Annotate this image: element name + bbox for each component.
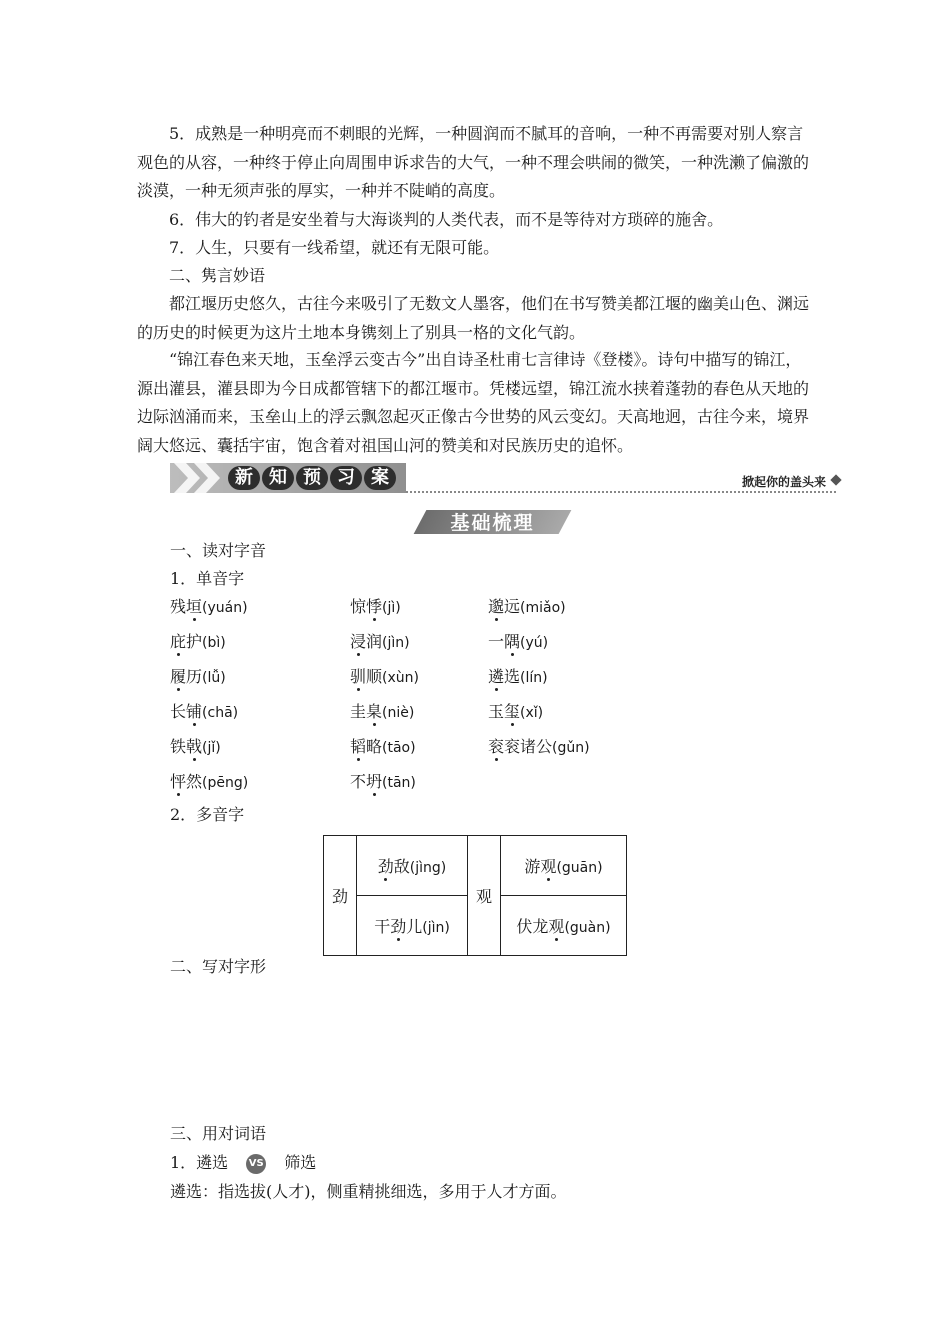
banner-title-char: 案 (364, 466, 396, 490)
banner-title-char: 新 (228, 466, 260, 490)
item-7: 7．人生，只要有一线希望，就还有无限可能。 (169, 238, 500, 257)
multi-reading-table (323, 835, 627, 956)
single-reading-heading: 1．单音字 (170, 569, 245, 588)
word-entry: 驯顺(xùn) (350, 667, 419, 686)
paragraph-denglou: “锦江春色来天地，玉垒浮云变古今”出自诗圣杜甫七言律诗《登楼》。诗句中描写的锦江，源出灌县，灌县即为今日成都管辖下的都江堰市。凭楼远望，锦江流水挟着蓬勃的春色从天地的边际汹涌而来，玉垒山上的浮云飘忽起灭正像古今世势的风云变幻。天高地迥，古往今来，境界阔大悠远、囊括宇宙，饱含着对祖国山河的赞美和对民族历史的追怀。 (137, 350, 810, 455)
banner-dotted-rule (406, 491, 836, 493)
word-entry: 一隅(yú) (488, 632, 549, 651)
word-entry: 怦然(pēng) (170, 772, 249, 791)
multi-reading-cell: 干劲儿(jìn) (357, 896, 468, 956)
word-entry: 履历(lǚ) (170, 667, 226, 686)
multi-reading-cell: 游观(guān) (501, 836, 627, 896)
banner-subtitle: 掀起你的盖头来 (741, 475, 826, 489)
section-heading-quotes: 二、隽言妙语 (169, 266, 266, 285)
word-entry: 惊悸(jì) (350, 597, 401, 616)
word-entry: 遴选(lín) (488, 667, 548, 686)
subsection-heading-text: 基础梳理 (450, 512, 535, 534)
word-entry: 邈远(miǎo) (488, 597, 566, 616)
subsection-heading (420, 506, 565, 536)
multi-reading-heading: 2．多音字 (170, 805, 245, 824)
diamond-icon (830, 474, 841, 485)
item-6: 6．伟大的钓者是安坐着与大海谈判的人类代表，而不是等待对方琐碎的施舍。 (169, 210, 724, 229)
multi-char-cell: 观 (468, 836, 501, 956)
word-pair-heading (170, 1152, 316, 1174)
banner-title-char: 习 (330, 466, 362, 490)
word-entry: 不坍(tān) (350, 772, 416, 791)
item-5: 5．成熟是一种明亮而不刺眼的光辉，一种圆润而不腻耳的音响，一种不再需要对别人察言观色的从容，一种终于停止向周围申诉求告的大气，一种不理会哄闹的微笑，一种洗濑了偏激的淡漠，一种无须声张的厚实，一种并不陡峭的高度。 (137, 124, 810, 201)
multi-reading-cell: 劲敌(jìng) (357, 836, 468, 896)
section-heading-writing: 二、写对字形 (170, 957, 267, 976)
word-pair-a: 1．遴选 (170, 1153, 229, 1172)
word-entry: 庇护(bì) (170, 632, 226, 651)
section-heading-pronunciation: 一、读对字音 (170, 541, 267, 560)
banner-title-char: 知 (262, 466, 294, 490)
word-pair-b: 筛选 (284, 1153, 317, 1172)
banner-title (228, 466, 396, 490)
word-entry: 长铺(chā) (170, 702, 239, 721)
word-entry: 圭臬(niè) (350, 702, 415, 721)
word-entry: 衮衮诸公(gǔn) (488, 737, 590, 756)
section-heading-words: 三、用对词语 (170, 1124, 267, 1143)
word-definition: 遴选：指选拔(人才)，侧重精挑细选，多用于人才方面。 (170, 1182, 567, 1201)
word-entry: 韬略(tāo) (350, 737, 416, 756)
multi-reading-cell: 伏龙观(guàn) (501, 896, 627, 956)
word-entry: 铁戟(jǐ) (170, 737, 221, 756)
banner-title-char: 预 (296, 466, 328, 490)
word-entry: 玉玺(xǐ) (488, 702, 544, 721)
multi-char-cell: 劲 (324, 836, 357, 956)
paragraph-dujiangyan: 都江堰历史悠久，古往今来吸引了无数文人墨客，他们在书写赞美都江堰的幽美山色、渊远的历史的时候更为这片土地本身镌刻上了别具一格的文化气韵。 (137, 294, 810, 342)
chevron-arrows-icon (174, 463, 226, 493)
word-entry: 残垣(yuán) (170, 597, 248, 616)
word-entry: 浸润(jìn) (350, 632, 410, 651)
section-banner (170, 463, 840, 495)
vs-icon: VS (246, 1154, 266, 1174)
